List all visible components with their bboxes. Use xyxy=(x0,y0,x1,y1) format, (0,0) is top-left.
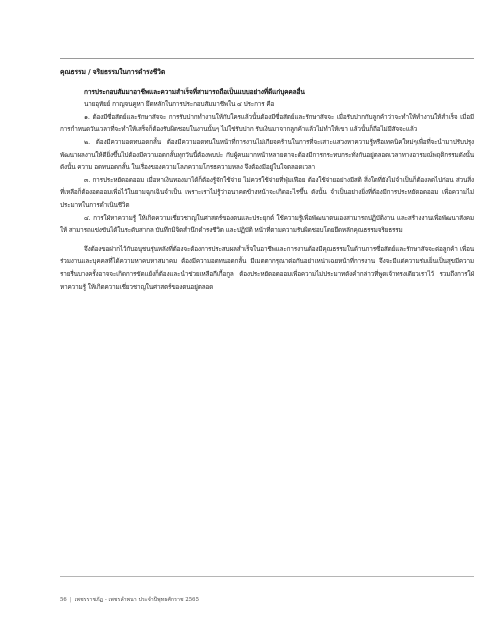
header-rule xyxy=(60,58,474,59)
section-title: คุณธรรม / จริยธรรมในการดำรงชีวิต xyxy=(60,68,166,76)
paragraph-principle-1: ๑. ต้องมีซื่อสัตย์และรักษาสัจจะ การรับปากทำงานให้กับใครแล้วนั้นต้องมีซื่อสัตย์และรักษาสัจจะ เมื่อรับปากกับลูกค้าว่าจะทำให้ทำงานให้สำเร็จ เมื่อมีการกำหนดวันเวลาที่จะทำให้เสร็จก็ต้องรับผิดชอบในงานนั้นๆ ไม่ใช่รับปาก รับเงินมาจากลูกค้าแล้วไม่ทำให้เขา แล้วนั้นก็ถือไม่มีสัจจะแล้ว xyxy=(60,112,474,134)
publication-name: เพชรราชภัฏ - เพชรลำพนา ประจำปีพุทธศักราช 2565 xyxy=(74,597,199,603)
paragraph-principle-2: ๒. ต้องมีความอดทนอดกลั้น ต้องมีความอดทนในหน้าที่การงานไม่เกียจคร้านในการที่จะเสาะแสวงหาความรู้หรือเทคนิคใหม่ๆเพื่อที่จะนำมาปรับปรุงพัฒนาผลงานให้ดียิ่งขึ้นไปต้องมีความอดกลั้นทุกวันนี้ต้องพบปะ กับผู้คนมากหน้าหลายตาจะต้องมีการกระทบกระทั่งกันอยู่ตลอดเวลาทางอารมณ์พฤติกรรมดังนั้น ดังนั้น ความ อดทนอดกลั้น ในเรื่องของความโลภความโกรธความหลง จึงต้องมีอยู่ในใจตลอดเวลา xyxy=(60,137,474,172)
paragraph-closing: จึงต้องขอฝากไว้กับอนุชนรุ่นหลังที่ต้องจะต้องการประสบผลสำเร็จในอาชีพและการงานต้องมีคุณธรรมในด้านการซื่อสัตย์และรักษาสัจจะต่อลูกค้า เพื่อนร่วมงานและบุคคลที่ได้ความหาคบหาสมาคม ต้องมีความอดทนอดกลั้น มีเมตตากรุณาต่อกันอย่าเหน่าเฉยหน้าที่การงาน จึงจะมีแต่ความร่มเย็นเป็นสุขมีความรายรื่นบางครั้งอาจจะเกิดการขัดแย้งก็ต้องและนำช่วยเหลือกืเกื้อกูล ต้องประหยัดอดออมเพื่อความไม่ประมาทดังคำกล่าวที่พูดเจ้าทรงเดียวเราไว้ รวมถึงการใฝ่หาความรู้ ให้เกิดความเชี่ยวชาญในศาสตร์ของตนอยู่ตลอด xyxy=(60,244,474,291)
paragraph-principle-4: ๔. การใฝ่หาความรู้ ให้เกิดความเชี่ยวชาญในศาสตร์ของตนและประยุกต์ ใช้ความรู้เพื่อพัฒนาตนเองสามารถปฏิบัติงาน และสร้างงานเพื่อพัฒนาสังคมให้ สามารถแข่งขันได้ในระดับสากล บันทึกมิจิตสำนึกดำรงชีวิต และปฏิบัติ หน้าที่ตามความรับผิดชอบโดยยึดหลักคุณธรรมจริยธรรม xyxy=(60,213,474,235)
subtitle: การประกอบสัมมาอาชีพและความสำเร็จที่สามารถถือเป็นแบบอย่างที่ดีแก่บุคคลอื่น xyxy=(84,87,305,96)
footer-rule xyxy=(60,576,474,577)
page-number: 56 xyxy=(60,597,67,603)
page-footer xyxy=(60,596,199,604)
page-content xyxy=(60,66,474,293)
paragraph-principle-3: ๓. การประหยัดอดออม เมื่อหาเงินทองมาได้ก็ต้องรู้จักใช้จ่าย ไม่ควรใช้จ่ายที่ฟุ่มเฟือย ต้องใช้จ่ายอย่างมีสติ สิ่งใดที่ยังไม่จำเป็นก็ต้องลดไปก่อน ส่วนสิ่งที่เหลือก็ต้องอดออมเพื่อไว้ในยามฉุกเฉินจำเป็น เพราะเราไม่รู้ว่าอนาคตข้างหน้าจะเกิดอะไรขึ้น ดังนั้น จำเป็นอย่างยิ่งที่ต้องมีการประหยัดอดออม เพื่อความไม่ประมาทในการดำเนินชีวิต xyxy=(60,175,474,209)
paragraph-intro: นายอุทัยย์ กาญจนคูหา ยึดหลักในการประกอบสัมมาชีพใน ๔ ประการ คือ xyxy=(84,100,275,109)
footer-separator: | xyxy=(69,597,72,603)
